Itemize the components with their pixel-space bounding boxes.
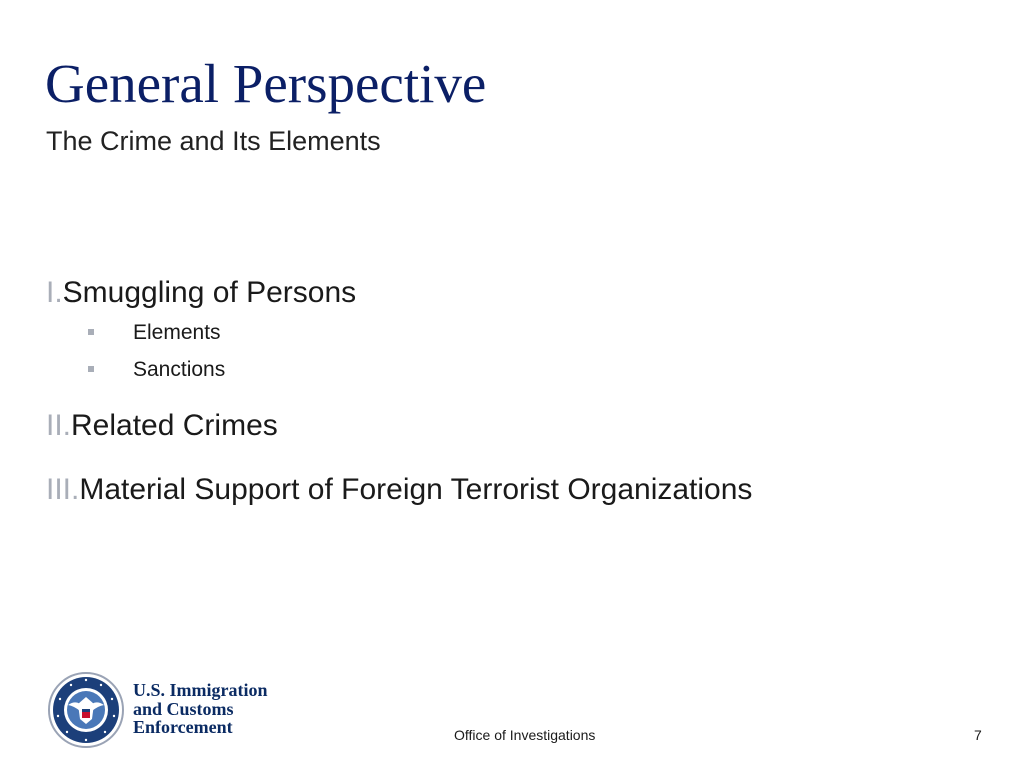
sub-item-text: Sanctions (133, 358, 226, 381)
square-bullet-icon (88, 366, 94, 372)
outline-item-text: Related Crimes (71, 409, 278, 442)
outline-item-text: Material Support of Foreign Terrorist Organizations (79, 473, 753, 506)
outline-item-smuggling (46, 274, 986, 312)
slide-subtitle: The Crime and Its Elements (46, 126, 381, 156)
outline-item-text: Smuggling of Persons (62, 276, 357, 309)
footer-office-text: Office of Investigations (454, 727, 596, 743)
outline-list (46, 274, 986, 509)
square-bullet-icon (88, 329, 94, 335)
sub-list (46, 319, 986, 393)
outline-item-related-crimes (46, 407, 986, 445)
outline-number: I. (46, 276, 63, 309)
sub-item-sanctions (46, 356, 986, 393)
outline-number: II. (46, 409, 72, 442)
sub-item-elements (46, 319, 986, 356)
agency-wordmark (133, 681, 268, 737)
outline-number: III. (46, 473, 80, 506)
dhs-seal-icon (47, 671, 125, 749)
agency-line: and Customs (133, 698, 234, 719)
page-number: 7 (974, 727, 982, 743)
agency-line: U.S. Immigration (133, 680, 268, 700)
agency-line: Enforcement (133, 717, 233, 737)
sub-item-text: Elements (133, 321, 221, 344)
slide-title: General Perspective (45, 53, 487, 114)
outline-item-material-support (46, 471, 986, 509)
